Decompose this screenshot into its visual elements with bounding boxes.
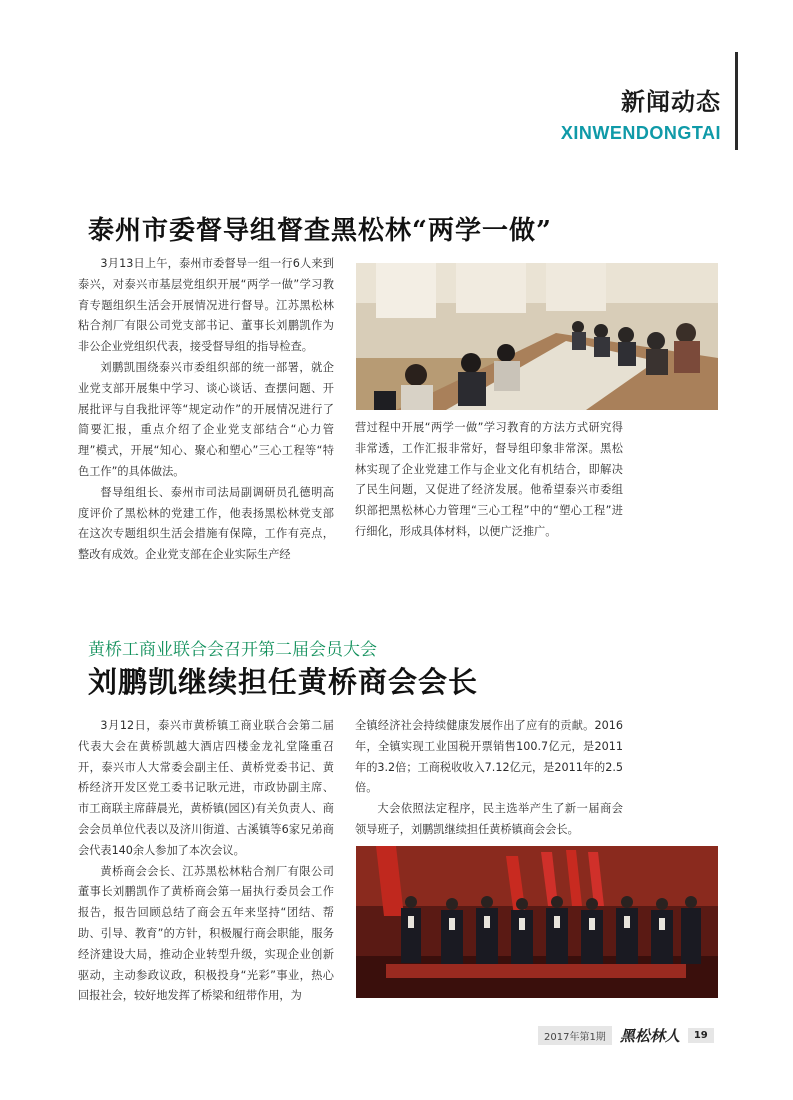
magazine-logo: 黑松林人 <box>619 1027 680 1045</box>
article2-left-column <box>78 716 334 1007</box>
issue-label: 2017年第1期 <box>538 1026 612 1045</box>
header-divider <box>735 52 738 150</box>
section-header <box>561 82 721 144</box>
article2-right-column <box>355 716 623 841</box>
article1-headline: 泰州市委督导组督查黑松林“两学一做” <box>88 216 552 246</box>
article2-paragraph: 大会依照法定程序，民主选举产生了新一届商会领导班子，刘鹏凯继续担任黄桥镇商会会长。 <box>355 802 623 836</box>
article1-paragraph: 3月13日上午，泰州市委督导一组一行6人来到泰兴，对泰兴市基层党组织开展“两学一做”学习教育专题组织生活会开展情况进行督导。江苏黑松林粘合剂厂有限公司党支部书记、董事长刘鹏凯作为非公企业党组织代表，接受督导组的指导检查。 <box>78 257 334 354</box>
page-footer <box>538 1025 714 1046</box>
assembly-photo <box>356 846 718 998</box>
article2-headline: 刘鹏凯继续担任黄桥商会会长 <box>88 665 479 699</box>
article1-paragraph: 督导组组长、泰州市司法局副调研员孔德明高度评价了黑松林的党建工作，他表扬黑松林党支部在这次专题组织生活会措施有保障，工作有亮点，整改有成效。企业党支部在企业实际生产经 <box>78 485 334 562</box>
article2-subheadline: 黄桥工商业联合会召开第二届会员大会 <box>88 640 377 660</box>
page-number: 19 <box>688 1028 714 1043</box>
article2-paragraph: 全镇经济社会持续健康发展作出了应有的贡献。2016年，全镇实现工业国税开票销售100.7亿元，是2011年的3.2倍；工商税收收入7.12亿元，是2011年的2.5倍。 <box>355 719 623 795</box>
section-title: 新闻动态 <box>621 88 721 116</box>
article1-paragraph: 营过程中开展“两学一做”学习教育的方法方式研究得非常透，工作汇报非常好，督导组印象非常深。黑松林实现了企业党建工作与企业文化有机结合，即解决了民生问题，又促进了经济发展。他希望泰兴市委组织部把黑松林心力管理“三心工程”中的“塑心工程”进行细化，形成具体材料，以便广泛推广。 <box>355 421 623 538</box>
article1-right-column <box>355 418 623 543</box>
meeting-photo <box>356 263 718 410</box>
article2-paragraph: 3月12日，泰兴市黄桥镇工商业联合会第二届代表大会在黄桥凯越大酒店四楼金龙礼堂隆重召开，泰兴市人大常委会副主任、黄桥党委书记、黄桥经济开发区党工委书记耿元进，市政协副主席、市工商联主席薛晨光，黄桥镇(园区)有关负责人、商会会员单位代表以及济川街道、古溪镇等6家兄弟商会代表140余人参加了本次会议。 <box>78 719 334 857</box>
article1-left-column <box>78 254 334 566</box>
article2-paragraph: 黄桥商会会长、江苏黑松林粘合剂厂有限公司董事长刘鹏凯作了黄桥商会第一届执行委员会工作报告，报告回顾总结了商会五年来坚持“团结、帮助、引导、教育”的方针，积极履行商会职能，服务经济建设大局，推动企业转型升级，实现企业创新驱动，主动参政议政，积极投身“光彩”事业，热心回报社会，较好地发挥了桥梁和纽带作用，为 <box>78 864 334 1003</box>
section-title-pinyin: XINWENDONGTAI <box>560 123 721 143</box>
article1-paragraph: 刘鹏凯围绕泰兴市委组织部的统一部署，就企业党支部开展集中学习、谈心谈话、查摆问题、开展批评与自我批评等“规定动作”的开展情况进行了简要汇报，重点介绍了企业党支部结合“心力管理”模式，开展“知心、聚心和塑心”三心工程等“特色工作”的具体做法。 <box>78 360 334 478</box>
